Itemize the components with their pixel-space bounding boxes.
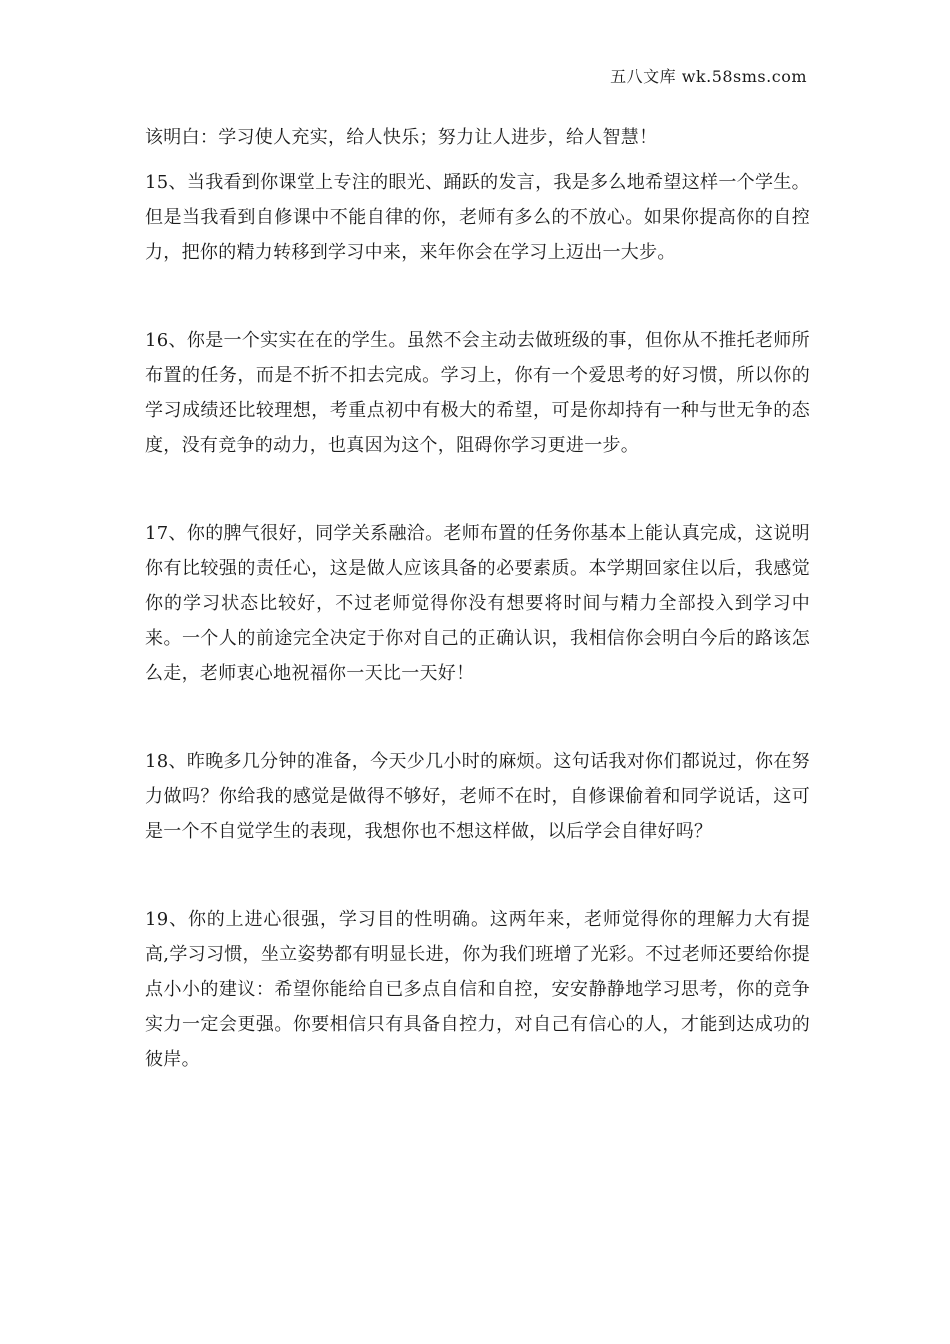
- paragraph-15: 15、当我看到你课堂上专注的眼光、踊跃的发言，我是多么地希望这样一个学生。但是当我看到自修课中不能自律的你，老师有多么的不放心。如果你提高你的自控力，把你的精力转移到学习中来，来年你会在学习上迈出一大步。: [145, 172, 810, 263]
- paragraph-gap: [145, 849, 810, 902]
- paragraph-16: 16、你是一个实实在在的学生。虽然不会主动去做班级的事，但你从不推托老师所布置的任务，而是不折不扣去完成。学习上，你有一个爱思考的好习惯，所以你的学习成绩还比较理想，考重点初中有极大的希望，可是你却持有一种与世无争的态度，没有竞争的动力，也真因为这个，阻碍你学习更进一步。: [145, 330, 810, 456]
- site-header: 五八文库 wk.58sms.com: [610, 67, 807, 86]
- document-body: [145, 120, 810, 1077]
- paragraph-intro: 该明白：学习使人充实，给人快乐；努力让人进步，给人智慧！: [145, 127, 658, 148]
- paragraph-17: 17、你的脾气很好，同学关系融洽。老师布置的任务你基本上能认真完成，这说明你有比较强的责任心，这是做人应该具备的必要素质。本学期回家住以后，我感觉你的学习状态比较好，不过老师觉得你没有想要将时间与精力全部投入到学习中来。一个人的前途完全决定于你对自己的正确认识，我相信你会明白今后的路该怎么走，老师衷心地祝福你一天比一天好！: [145, 523, 810, 684]
- paragraph-gap: [145, 155, 810, 165]
- paragraph-gap: [145, 270, 810, 323]
- paragraph-18: 18、昨晚多几分钟的准备，今天少几小时的麻烦。这句话我对你们都说过，你在努力做吗？你给我的感觉是做得不够好，老师不在时，自修课偷着和同学说话，这可是一个不自觉学生的表现，我想你也不想这样做，以后学会自律好吗？: [145, 751, 810, 842]
- paragraph-19: 19、你的上进心很强，学习目的性明确。这两年来，老师觉得你的理解力大有提高,学习习惯，坐立姿势都有明显长进，你为我们班增了光彩。不过老师还要给你提点小小的建议：希望你能给自已多点自信和自控，安安静静地学习思考，你的竞争实力一定会更强。你要相信只有具备自控力，对自己有信心的人，才能到达成功的彼岸。: [145, 909, 810, 1070]
- paragraph-gap: [145, 463, 810, 516]
- paragraph-gap: [145, 691, 810, 744]
